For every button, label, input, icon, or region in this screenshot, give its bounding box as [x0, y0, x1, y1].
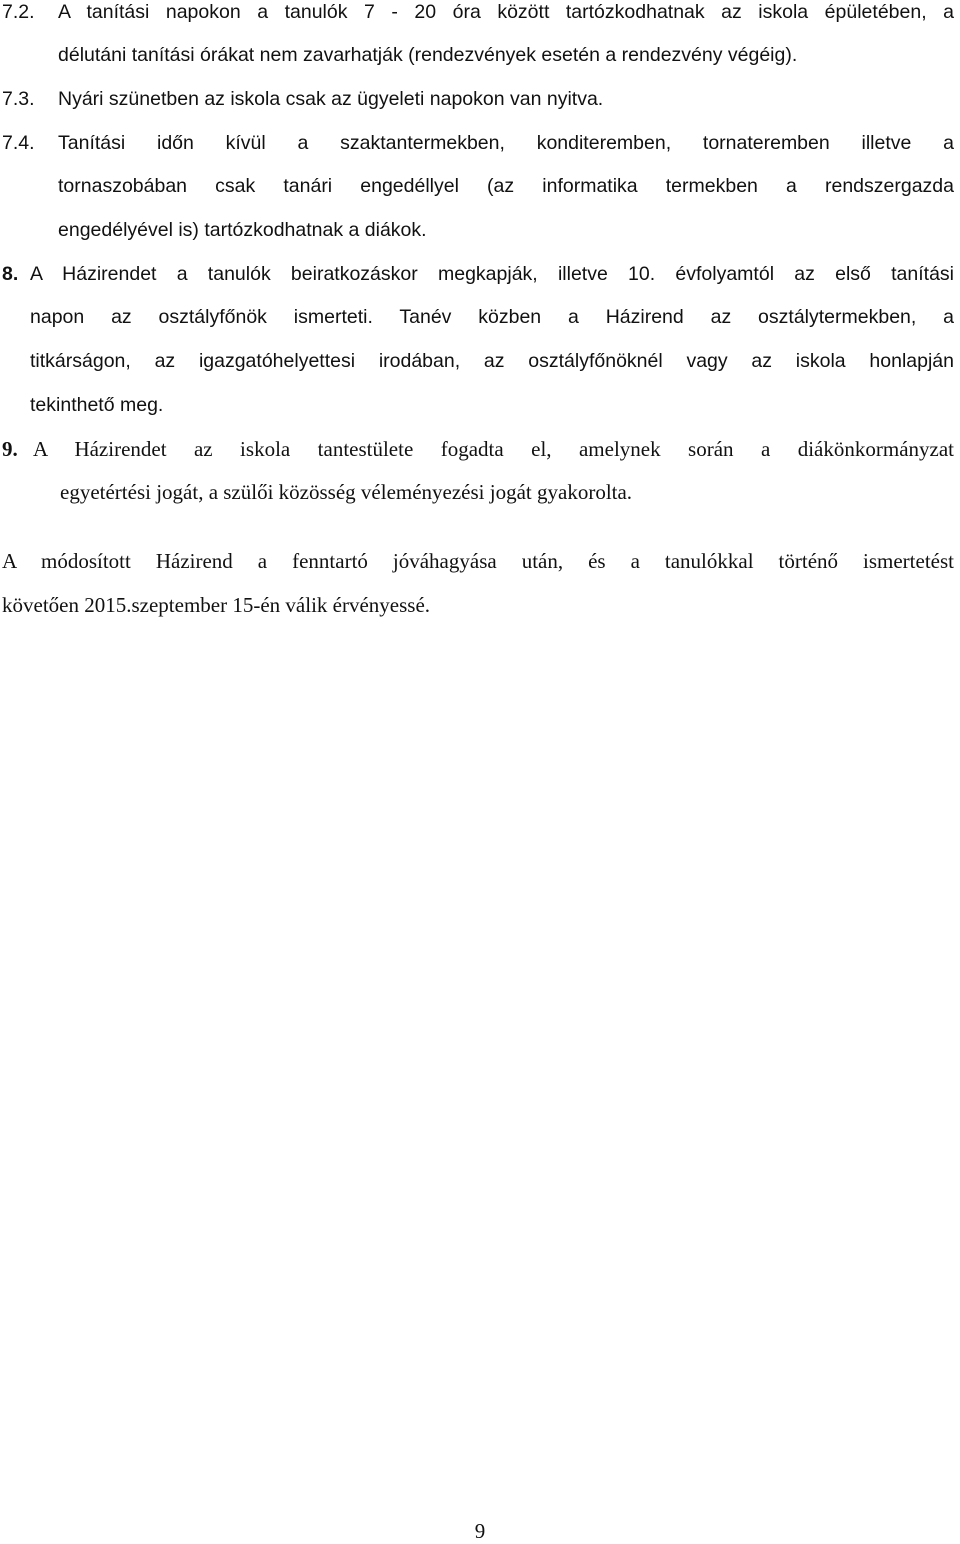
item-8-line-3: titkárságon, az igazgatóhelyettesi irodában, az osztályfőnöknél vagy az iskola honlapján	[30, 350, 954, 372]
item-7-4-line-2: tornaszobában csak tanári engedéllyel (az informatika termekben a rendszergazda	[58, 175, 954, 197]
item-9-line-2: egyetértési jogát, a szülői közösség véleményezési jogát gyakorolta.	[60, 480, 633, 504]
item-number-7-2: 7.2.	[2, 1, 35, 23]
item-number-7-4: 7.4.	[2, 132, 35, 154]
item-7-4-line-3: engedélyével is) tartózkodhatnak a diákok.	[58, 219, 427, 241]
item-8-line-2: napon az osztályfőnök ismerteti. Tanév közben a Házirend az osztálytermekben, a	[30, 306, 954, 328]
item-7-2-line-2: délutáni tanítási órákat nem zavarhatják (rendezvények esetén a rendezvény végéig).	[58, 44, 798, 66]
item-number-7-3: 7.3.	[2, 88, 35, 110]
item-7-4-line-1: Tanítási időn kívül a szaktantermekben, konditeremben, tornateremben illetve a	[58, 132, 954, 154]
closing-line-1: A módosított Házirend a fenntartó jóváhagyása után, és a tanulókkal történő ismertetést	[2, 549, 954, 573]
closing-line-2: követően 2015.szeptember 15-én válik érvényessé.	[2, 593, 431, 617]
item-7-3-line-1: Nyári szünetben az iskola csak az ügyeleti napokon van nyitva.	[58, 88, 604, 110]
item-number-8: 8.	[2, 263, 19, 285]
item-8-line-1: A Házirendet a tanulók beiratkozáskor megkapják, illetve 10. évfolyamtól az első tanítási	[30, 263, 954, 285]
page-number: 9	[474, 1519, 486, 1543]
item-8-line-4: tekinthető meg.	[30, 394, 164, 416]
item-9-line-1: A Házirendet az iskola tantestülete fogadta el, amelynek során a diákönkormányzat	[33, 437, 954, 461]
item-7-2-line-1: A tanítási napokon a tanulók 7 - 20 óra között tartózkodhatnak az iskola épületében, a	[58, 1, 954, 23]
item-number-9: 9.	[2, 437, 18, 461]
